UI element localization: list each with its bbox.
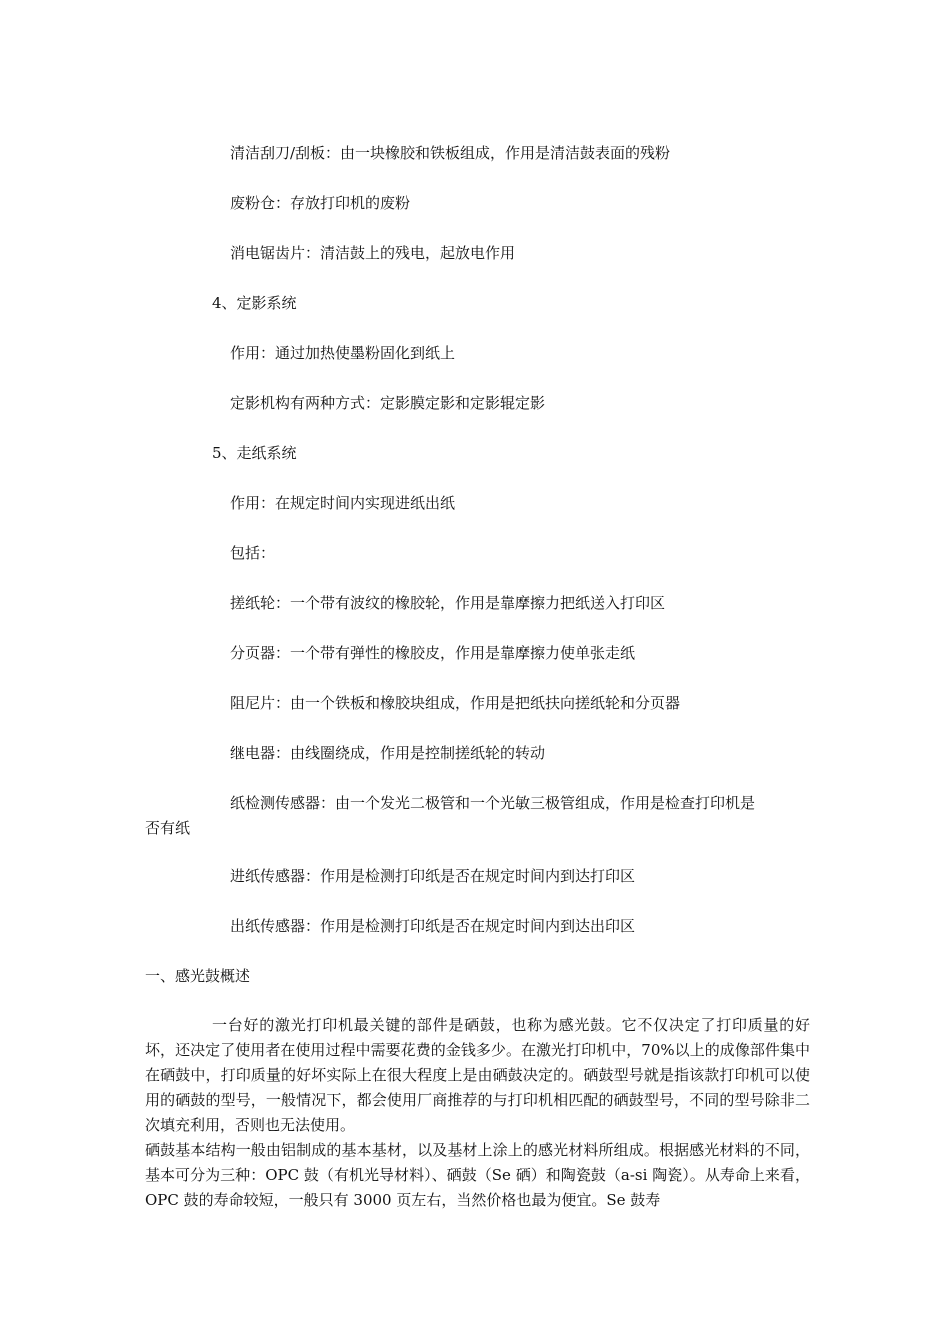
text-line-paper-sensor-cont: 否有纸 (145, 819, 191, 837)
text-line-exit-sensor: 出纸传感器：作用是检测打印纸是否在规定时间内到达出印区 (230, 917, 636, 935)
section-heading-fusing-system: 4、定影系统 (212, 294, 297, 312)
text-line-cleaning-blade: 清洁刮刀/刮板：由一块橡胶和铁板组成，作用是清洁鼓表面的残粉 (230, 144, 671, 162)
text-line-pickup-roller: 搓纸轮：一个带有波纹的橡胶轮，作用是靠摩擦力把纸送入打印区 (230, 594, 666, 612)
text-line-paper-sensor: 纸检测传感器：由一个发光二极管和一个光敏三极管组成，作用是检查打印机是 (230, 794, 756, 812)
paragraph-drum-importance: 一台好的激光打印机最关键的部件是硒鼓，也称为感光鼓。它不仅决定了打印质量的好坏，还决定了使用者在使用过程中需要花费的金钱多少。在激光打印机中，70%以上的成像部件集中在硒鼓中，打印质量的好坏实际上在很大程度上是由硒鼓决定的。硒鼓型号就是指该款打印机可以使用的硒鼓的型号，一般情况下，都会使用厂商推荐的与打印机相匹配的硒鼓型号，不同的型号除非二次填充利用，否则也无法使用。 (145, 1016, 810, 1134)
section-heading-drum-overview: 一、感光鼓概述 (145, 967, 251, 985)
text-line-feed-sensor: 进纸传感器：作用是检测打印纸是否在规定时间内到达打印区 (230, 867, 636, 885)
text-line-paper-purpose: 作用：在规定时间内实现进纸出纸 (230, 494, 456, 512)
text-line-separator: 分页器：一个带有弹性的橡胶皮，作用是靠摩擦力使单张走纸 (230, 644, 636, 662)
text-line-waste-bin: 废粉仓：存放打印机的废粉 (230, 194, 411, 212)
section-heading-paper-system: 5、走纸系统 (212, 444, 297, 462)
text-line-relay: 继电器：由线圈绕成，作用是控制搓纸轮的转动 (230, 744, 546, 762)
text-line-fusing-purpose: 作用：通过加热使墨粉固化到纸上 (230, 344, 456, 362)
text-line-discharge-teeth: 消电锯齿片：清洁鼓上的残电，起放电作用 (230, 244, 516, 262)
text-line-includes: 包括： (230, 544, 276, 562)
text-line-fusing-methods: 定影机构有两种方式：定影膜定影和定影辊定影 (230, 394, 546, 412)
text-line-damper: 阻尼片：由一个铁板和橡胶块组成，作用是把纸扶向搓纸轮和分页器 (230, 694, 681, 712)
body-text-block (145, 1013, 810, 1213)
paragraph-drum-structure: 硒鼓基本结构一般由铝制成的基本基材，以及基材上涂上的感光材料所组成。根据感光材料的不同，基本可分为三种：OPC 鼓（有机光导材料）、硒鼓（Se 硒）和陶瓷鼓（a-si 陶瓷）。从寿命上来看，OPC 鼓的寿命较短，一般只有 3000 页左右，当然价格也最为便宜。Se 鼓寿 (145, 1141, 810, 1209)
